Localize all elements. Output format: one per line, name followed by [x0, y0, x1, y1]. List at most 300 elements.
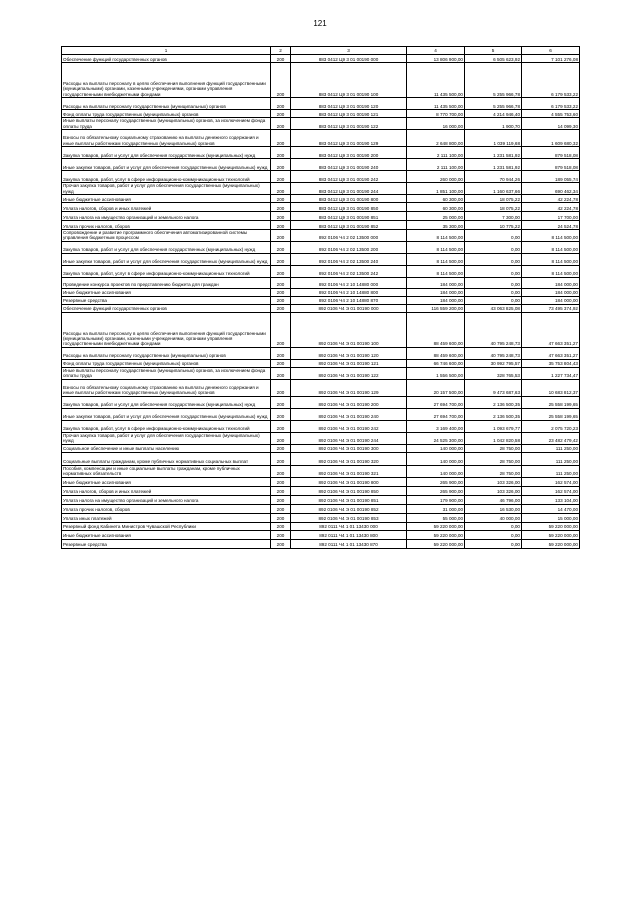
- row-executed: 2 136 500,35: [465, 396, 522, 408]
- row-code: 892 0106 Ч4 Э 01 00190 200: [291, 396, 407, 408]
- row-executed: 1 900,70: [465, 118, 522, 130]
- row-col2: 200: [271, 118, 291, 130]
- row-name: Закупка товаров, работ, услуг в сфере информационно-коммуникационных технологий: [62, 171, 271, 183]
- row-code: 883 0412 Ц9 3 01 00190 240: [291, 159, 407, 171]
- table-row: [62, 495, 580, 504]
- row-approved: 31 000,00: [407, 504, 465, 513]
- table-row: [62, 452, 580, 465]
- row-remaining: 24 524,78: [522, 221, 580, 230]
- row-col2: 200: [271, 110, 291, 118]
- row-remaining: 162 574,00: [522, 486, 580, 495]
- row-code: 883 0412 Ц9 3 01 00190 850: [291, 203, 407, 212]
- row-executed: 40 795 248,73: [465, 312, 522, 347]
- row-approved: 27 694 700,00: [407, 408, 465, 420]
- row-name: Закупка товаров, работ и услуг для обеспечения государственных (муниципальных) нужд: [62, 241, 271, 253]
- row-name: Социальные выплаты гражданам, кроме публичных нормативных социальных выплат: [62, 452, 271, 465]
- table-row: [62, 465, 580, 477]
- row-name: Пособия, компенсации и иные социальные выплаты гражданам, кроме публичных нормативных обязательств: [62, 465, 271, 477]
- row-name: Иные выплаты персоналу государственных (муниципальных) органов, за исключением фонда оплаты труда: [62, 118, 271, 130]
- row-executed: 0,00: [465, 241, 522, 253]
- row-remaining: 23 482 479,42: [522, 432, 580, 444]
- row-name: Прочая закупка товаров, работ и услуг для обеспечения государственных (муниципальных) нужд: [62, 183, 271, 195]
- row-col2: 200: [271, 304, 291, 312]
- row-col2: 200: [271, 495, 291, 504]
- row-name: Закупка товаров, работ, услуг в сфере информационно-коммуникационных технологий: [62, 420, 271, 432]
- row-name: Иные закупки товаров, работ и услуг для обеспечения государственных (муниципальных) нужд: [62, 159, 271, 171]
- table-row: [62, 312, 580, 347]
- row-name: Взносы по обязательному социальному страхованию на выплаты денежного содержания и иные выплаты работникам государственных (муниципальных) органов: [62, 130, 271, 147]
- row-code: 883 0412 Ц9 3 01 00190 100: [291, 63, 407, 98]
- table-row: [62, 396, 580, 408]
- row-col2: 200: [271, 277, 291, 288]
- budget-table: [61, 46, 580, 549]
- row-remaining: 59 220 000,00: [522, 530, 580, 539]
- row-name: Обеспечение функций государственных органов: [62, 304, 271, 312]
- row-executed: 1 160 637,66: [465, 183, 522, 195]
- row-name: Иные бюджетные ассигнования: [62, 477, 271, 486]
- row-col2: 200: [271, 530, 291, 539]
- row-code: 892 0106 Ч4 Э 01 00190 000: [291, 304, 407, 312]
- column-header: 3: [291, 47, 407, 55]
- table-row: [62, 379, 580, 396]
- row-remaining: 59 220 000,00: [522, 522, 580, 530]
- table-row: [62, 408, 580, 420]
- row-executed: 4 214 946,40: [465, 110, 522, 118]
- row-remaining: 8 114 500,00: [522, 253, 580, 265]
- table-row: [62, 183, 580, 195]
- row-remaining: 8 114 500,00: [522, 265, 580, 277]
- row-name: Иные бюджетные ассигнования: [62, 195, 271, 203]
- row-col2: 200: [271, 522, 291, 530]
- row-approved: 66 746 600,00: [407, 359, 465, 367]
- row-code: 883 0412 Ц9 3 01 00190 129: [291, 130, 407, 147]
- row-name: Иные бюджетные ассигнования: [62, 288, 271, 296]
- row-remaining: 184 000,00: [522, 288, 580, 296]
- row-code: 892 0106 Ч4 2 10 14880 000: [291, 277, 407, 288]
- row-col2: 200: [271, 147, 291, 159]
- row-col2: 200: [271, 171, 291, 183]
- table-row: [62, 304, 580, 312]
- row-approved: 11 435 500,00: [407, 63, 465, 98]
- row-col2: 200: [271, 312, 291, 347]
- row-name: Обеспечение функций государственных органов: [62, 55, 271, 63]
- row-remaining: 8 114 500,00: [522, 230, 580, 242]
- row-code: 892 0106 Ч4 2 02 13500 200: [291, 241, 407, 253]
- row-remaining: 6 179 533,22: [522, 63, 580, 98]
- row-code: 892 0106 Ч4 2 02 13500 242: [291, 265, 407, 277]
- row-executed: 40 000,00: [465, 513, 522, 522]
- row-remaining: 47 663 351,27: [522, 312, 580, 347]
- row-code: 892 0106 Ч4 2 02 13500 000: [291, 230, 407, 242]
- row-executed: 0,00: [465, 522, 522, 530]
- row-remaining: 42 224,78: [522, 203, 580, 212]
- row-col2: 200: [271, 98, 291, 110]
- row-approved: 260 000,00: [407, 171, 465, 183]
- column-header: 2: [271, 47, 291, 55]
- row-code: 883 0412 Ц9 3 01 00190 121: [291, 110, 407, 118]
- row-executed: 18 075,22: [465, 195, 522, 203]
- row-executed: 1 231 581,92: [465, 159, 522, 171]
- row-approved: 2 111 100,00: [407, 159, 465, 171]
- table-row: [62, 486, 580, 495]
- row-col2: 200: [271, 359, 291, 367]
- row-col2: 200: [271, 504, 291, 513]
- row-col2: 200: [271, 379, 291, 396]
- row-code: 883 0412 Ц9 3 01 00190 800: [291, 195, 407, 203]
- table-row: [62, 265, 580, 277]
- row-remaining: 1 227 734,47: [522, 367, 580, 379]
- row-code: 883 0412 Ц9 3 01 00190 120: [291, 98, 407, 110]
- row-code: 892 0111 Ч4 1 01 13430 870: [291, 539, 407, 548]
- row-executed: 2 136 500,35: [465, 408, 522, 420]
- table-row: [62, 296, 580, 304]
- row-col2: 200: [271, 221, 291, 230]
- table-row: [62, 241, 580, 253]
- row-name: Уплата иных платежей: [62, 513, 271, 522]
- row-name: Уплата прочих налогов, сборов: [62, 221, 271, 230]
- row-col2: 200: [271, 183, 291, 195]
- table-row: [62, 130, 580, 147]
- row-remaining: 184 000,00: [522, 296, 580, 304]
- row-remaining: 1 609 680,32: [522, 130, 580, 147]
- row-col2: 200: [271, 408, 291, 420]
- row-code: 892 0106 Ч4 Э 01 00190 853: [291, 513, 407, 522]
- row-approved: 2 111 100,00: [407, 147, 465, 159]
- row-remaining: 879 518,08: [522, 147, 580, 159]
- row-code: 883 0412 Ц9 3 01 00190 852: [291, 221, 407, 230]
- row-col2: 200: [271, 195, 291, 203]
- table-row: [62, 432, 580, 444]
- row-remaining: 184 000,00: [522, 277, 580, 288]
- row-name: Резервные средства: [62, 296, 271, 304]
- row-remaining: 7 101 276,08: [522, 55, 580, 63]
- row-executed: 5 255 966,78: [465, 98, 522, 110]
- row-col2: 200: [271, 253, 291, 265]
- row-approved: 8 114 500,00: [407, 241, 465, 253]
- row-remaining: 189 055,74: [522, 171, 580, 183]
- row-executed: 6 505 623,92: [465, 55, 522, 63]
- table-row: [62, 477, 580, 486]
- row-col2: 200: [271, 452, 291, 465]
- row-remaining: 59 220 000,00: [522, 539, 580, 548]
- row-executed: 0,00: [465, 277, 522, 288]
- row-approved: 60 300,00: [407, 203, 465, 212]
- table-row: [62, 253, 580, 265]
- row-code: 892 0106 Ч4 2 10 14880 800: [291, 288, 407, 296]
- row-col2: 200: [271, 203, 291, 212]
- row-approved: 184 000,00: [407, 277, 465, 288]
- table-row: [62, 118, 580, 130]
- row-executed: 0,00: [465, 296, 522, 304]
- row-approved: 179 900,00: [407, 495, 465, 504]
- table-row: [62, 55, 580, 63]
- row-name: Иные бюджетные ассигнования: [62, 530, 271, 539]
- row-remaining: 111 250,00: [522, 444, 580, 452]
- row-col2: 200: [271, 288, 291, 296]
- row-approved: 8 114 500,00: [407, 253, 465, 265]
- row-code: 892 0106 Ч4 Э 01 00190 100: [291, 312, 407, 347]
- table-row: [62, 159, 580, 171]
- column-header: 5: [465, 47, 522, 55]
- table-row: [62, 444, 580, 452]
- row-code: 883 0412 Ц9 3 01 00190 244: [291, 183, 407, 195]
- row-executed: 28 750,00: [465, 465, 522, 477]
- row-code: 892 0106 Ч4 Э 01 00190 320: [291, 452, 407, 465]
- row-col2: 200: [271, 477, 291, 486]
- row-remaining: 4 555 753,60: [522, 110, 580, 118]
- row-name: Уплата налога на имущество организаций и земельного налога: [62, 212, 271, 221]
- row-executed: 28 750,00: [465, 444, 522, 452]
- row-name: Иные закупки товаров, работ и услуг для обеспечения государственных (муниципальных) нужд: [62, 253, 271, 265]
- page-number: 121: [313, 19, 327, 28]
- row-code: 892 0106 Ч4 Э 01 00190 240: [291, 408, 407, 420]
- row-executed: 40 795 248,73: [465, 347, 522, 359]
- row-approved: 140 000,00: [407, 465, 465, 477]
- row-code: 892 0106 Ч4 2 10 14880 870: [291, 296, 407, 304]
- row-executed: 1 039 119,68: [465, 130, 522, 147]
- row-code: 883 0412 Ц9 3 01 00190 000: [291, 55, 407, 63]
- row-name: Иные закупки товаров, работ и услуг для обеспечения государственных (муниципальных) нужд: [62, 408, 271, 420]
- row-col2: 200: [271, 230, 291, 242]
- row-approved: 59 220 000,00: [407, 530, 465, 539]
- table-row: [62, 420, 580, 432]
- row-code: 883 0412 Ц9 3 01 00190 200: [291, 147, 407, 159]
- row-name: Расходы на выплаты персоналу государственных (муниципальных) органов: [62, 347, 271, 359]
- row-remaining: 14 470,00: [522, 504, 580, 513]
- table-row: [62, 359, 580, 367]
- row-col2: 200: [271, 347, 291, 359]
- table-row: [62, 212, 580, 221]
- row-name: Взносы по обязательному социальному страхованию на выплаты денежного содержания и иные выплаты работникам государственных (муниципальных) органов: [62, 379, 271, 396]
- row-approved: 8 114 500,00: [407, 265, 465, 277]
- row-approved: 11 435 500,00: [407, 98, 465, 110]
- row-approved: 8 770 700,00: [407, 110, 465, 118]
- row-executed: 0,00: [465, 253, 522, 265]
- row-remaining: 133 104,00: [522, 495, 580, 504]
- row-name: Уплата налогов, сборов и иных платежей: [62, 203, 271, 212]
- row-name: Уплата налогов, сборов и иных платежей: [62, 486, 271, 495]
- row-remaining: 25 558 199,65: [522, 408, 580, 420]
- row-col2: 200: [271, 159, 291, 171]
- table-row: [62, 288, 580, 296]
- row-name: Социальное обеспечение и иные выплаты населению: [62, 444, 271, 452]
- row-executed: 28 750,00: [465, 452, 522, 465]
- row-executed: 0,00: [465, 230, 522, 242]
- table-row: [62, 513, 580, 522]
- row-approved: 20 157 500,00: [407, 379, 465, 396]
- table-header-row: [62, 47, 580, 55]
- row-executed: 0,00: [465, 530, 522, 539]
- row-executed: 70 944,26: [465, 171, 522, 183]
- row-executed: 5 255 966,78: [465, 63, 522, 98]
- row-approved: 265 900,00: [407, 477, 465, 486]
- table-row: [62, 147, 580, 159]
- row-name: Уплата прочих налогов, сборов: [62, 504, 271, 513]
- row-remaining: 10 683 812,37: [522, 379, 580, 396]
- row-col2: 200: [271, 420, 291, 432]
- row-executed: 43 063 825,08: [465, 304, 522, 312]
- row-executed: 1 231 581,92: [465, 147, 522, 159]
- row-approved: 3 169 400,00: [407, 420, 465, 432]
- table-row: [62, 367, 580, 379]
- row-name: Фонд оплаты труда государственных (муниципальных) органов: [62, 359, 271, 367]
- row-code: 892 0111 Ч4 1 01 13430 800: [291, 530, 407, 539]
- row-name: Резервный фонд Кабинета Министров Чувашской Республики: [62, 522, 271, 530]
- row-code: 892 0111 Ч4 1 01 13430 000: [291, 522, 407, 530]
- table-row: [62, 221, 580, 230]
- row-col2: 200: [271, 241, 291, 253]
- row-remaining: 25 558 199,65: [522, 396, 580, 408]
- row-approved: 24 525 300,00: [407, 432, 465, 444]
- table-row: [62, 522, 580, 530]
- row-approved: 1 851 100,00: [407, 183, 465, 195]
- table-row: [62, 277, 580, 288]
- row-approved: 25 000,00: [407, 212, 465, 221]
- row-name: Иные выплаты персоналу государственных (муниципальных) органов, за исключением фонда оплаты труда: [62, 367, 271, 379]
- row-code: 892 0106 Ч4 Э 01 00190 121: [291, 359, 407, 367]
- column-header: 1: [62, 47, 271, 55]
- row-remaining: 6 179 533,22: [522, 98, 580, 110]
- table-row: [62, 63, 580, 98]
- table-row: [62, 530, 580, 539]
- row-executed: 1 042 820,58: [465, 432, 522, 444]
- row-approved: 88 459 600,00: [407, 312, 465, 347]
- row-approved: 59 220 000,00: [407, 539, 465, 548]
- row-name: Проведение конкурса проектов по представлению бюджета для граждан: [62, 277, 271, 288]
- row-approved: 8 114 500,00: [407, 230, 465, 242]
- row-code: 883 0412 Ц9 3 01 00190 851: [291, 212, 407, 221]
- row-approved: 184 000,00: [407, 296, 465, 304]
- row-code: 892 0106 Ч4 Э 01 00190 300: [291, 444, 407, 452]
- row-code: 892 0106 Ч4 Э 01 00190 120: [291, 347, 407, 359]
- row-approved: 140 000,00: [407, 444, 465, 452]
- row-remaining: 17 700,00: [522, 212, 580, 221]
- row-code: 883 0412 Ц9 3 01 00190 242: [291, 171, 407, 183]
- row-approved: 13 806 900,00: [407, 55, 465, 63]
- row-code: 892 0106 Ч4 2 02 13500 240: [291, 253, 407, 265]
- row-code: 892 0106 Ч4 Э 01 00190 122: [291, 367, 407, 379]
- table-row: [62, 230, 580, 242]
- row-code: 892 0106 Ч4 Э 01 00190 242: [291, 420, 407, 432]
- row-approved: 60 300,00: [407, 195, 465, 203]
- row-executed: 0,00: [465, 288, 522, 296]
- row-code: 892 0106 Ч4 Э 01 00190 800: [291, 477, 407, 486]
- row-name: Расходы на выплаты персоналу в целях обеспечения выполнения функций государственными (муниципальными) органами, казенными учреждениями, органами управления государственными внебюджетными фондами: [62, 63, 271, 98]
- table-row: [62, 98, 580, 110]
- table-row: [62, 171, 580, 183]
- row-name: Закупка товаров, работ и услуг для обеспечения государственных (муниципальных) нужд: [62, 396, 271, 408]
- row-executed: 7 300,00: [465, 212, 522, 221]
- row-remaining: 73 495 374,92: [522, 304, 580, 312]
- table-row: [62, 110, 580, 118]
- row-remaining: 111 250,00: [522, 465, 580, 477]
- column-header: 4: [407, 47, 465, 55]
- row-code: 883 0412 Ц9 3 01 00190 122: [291, 118, 407, 130]
- row-name: Сопровождение и развитие программного обеспечения автоматизированной системы управления бюджетным процессом: [62, 230, 271, 242]
- row-col2: 200: [271, 212, 291, 221]
- row-col2: 200: [271, 367, 291, 379]
- row-col2: 200: [271, 396, 291, 408]
- row-remaining: 879 518,08: [522, 159, 580, 171]
- row-remaining: 15 000,00: [522, 513, 580, 522]
- row-name: Расходы на выплаты персоналу в целях обеспечения выполнения функций государственными (муниципальными) органами, казенными учреждениями, органами управления государственными внебюджетными фондами: [62, 312, 271, 347]
- row-executed: 10 775,22: [465, 221, 522, 230]
- row-approved: 55 000,00: [407, 513, 465, 522]
- row-remaining: 47 663 351,27: [522, 347, 580, 359]
- row-col2: 200: [271, 130, 291, 147]
- row-name: Резервные средства: [62, 539, 271, 548]
- row-executed: 46 796,00: [465, 495, 522, 504]
- row-approved: 140 000,00: [407, 452, 465, 465]
- row-remaining: 14 099,30: [522, 118, 580, 130]
- row-col2: 200: [271, 486, 291, 495]
- row-approved: 88 459 600,00: [407, 347, 465, 359]
- row-approved: 265 900,00: [407, 486, 465, 495]
- row-col2: 200: [271, 296, 291, 304]
- column-header: 6: [522, 47, 580, 55]
- row-executed: 103 326,00: [465, 486, 522, 495]
- row-col2: 200: [271, 63, 291, 98]
- row-approved: 59 220 000,00: [407, 522, 465, 530]
- row-approved: 16 000,00: [407, 118, 465, 130]
- row-executed: 16 530,00: [465, 504, 522, 513]
- row-name: Фонд оплаты труда государственных (муниципальных) органов: [62, 110, 271, 118]
- row-remaining: 162 574,00: [522, 477, 580, 486]
- row-remaining: 35 753 804,43: [522, 359, 580, 367]
- row-name: Прочая закупка товаров, работ и услуг для обеспечения государственных (муниципальных) нужд: [62, 432, 271, 444]
- table-row: [62, 195, 580, 203]
- row-remaining: 42 224,78: [522, 195, 580, 203]
- row-remaining: 690 462,34: [522, 183, 580, 195]
- row-executed: 0,00: [465, 539, 522, 548]
- row-approved: 27 694 700,00: [407, 396, 465, 408]
- row-col2: 200: [271, 513, 291, 522]
- row-executed: 328 765,53: [465, 367, 522, 379]
- table-row: [62, 203, 580, 212]
- row-remaining: 2 075 720,23: [522, 420, 580, 432]
- row-name: Закупка товаров, работ и услуг для обеспечения государственных (муниципальных) нужд: [62, 147, 271, 159]
- row-approved: 1 556 500,00: [407, 367, 465, 379]
- row-name: Закупка товаров, работ, услуг в сфере информационно-коммуникационных технологий: [62, 265, 271, 277]
- row-executed: 30 992 795,57: [465, 359, 522, 367]
- row-code: 892 0106 Ч4 Э 01 00190 244: [291, 432, 407, 444]
- row-code: 892 0106 Ч4 Э 01 00190 850: [291, 486, 407, 495]
- table-row: [62, 539, 580, 548]
- row-col2: 200: [271, 55, 291, 63]
- row-approved: 2 648 800,00: [407, 130, 465, 147]
- row-col2: 200: [271, 465, 291, 477]
- row-approved: 116 559 200,00: [407, 304, 465, 312]
- row-name: Расходы на выплаты персоналу государственных (муниципальных) органов: [62, 98, 271, 110]
- row-col2: 200: [271, 432, 291, 444]
- table-row: [62, 504, 580, 513]
- row-approved: 184 000,00: [407, 288, 465, 296]
- row-executed: 0,00: [465, 265, 522, 277]
- row-code: 892 0106 Ч4 Э 01 00190 852: [291, 504, 407, 513]
- row-executed: 103 326,00: [465, 477, 522, 486]
- row-remaining: 8 114 500,00: [522, 241, 580, 253]
- row-col2: 200: [271, 539, 291, 548]
- row-col2: 200: [271, 444, 291, 452]
- row-code: 892 0106 Ч4 Э 01 00190 851: [291, 495, 407, 504]
- row-code: 892 0106 Ч4 Э 01 00190 129: [291, 379, 407, 396]
- row-remaining: 111 250,00: [522, 452, 580, 465]
- row-executed: 1 093 679,77: [465, 420, 522, 432]
- table-row: [62, 347, 580, 359]
- row-code: 892 0106 Ч4 Э 01 00190 321: [291, 465, 407, 477]
- row-name: Уплата налога на имущество организаций и земельного налога: [62, 495, 271, 504]
- row-executed: 18 075,22: [465, 203, 522, 212]
